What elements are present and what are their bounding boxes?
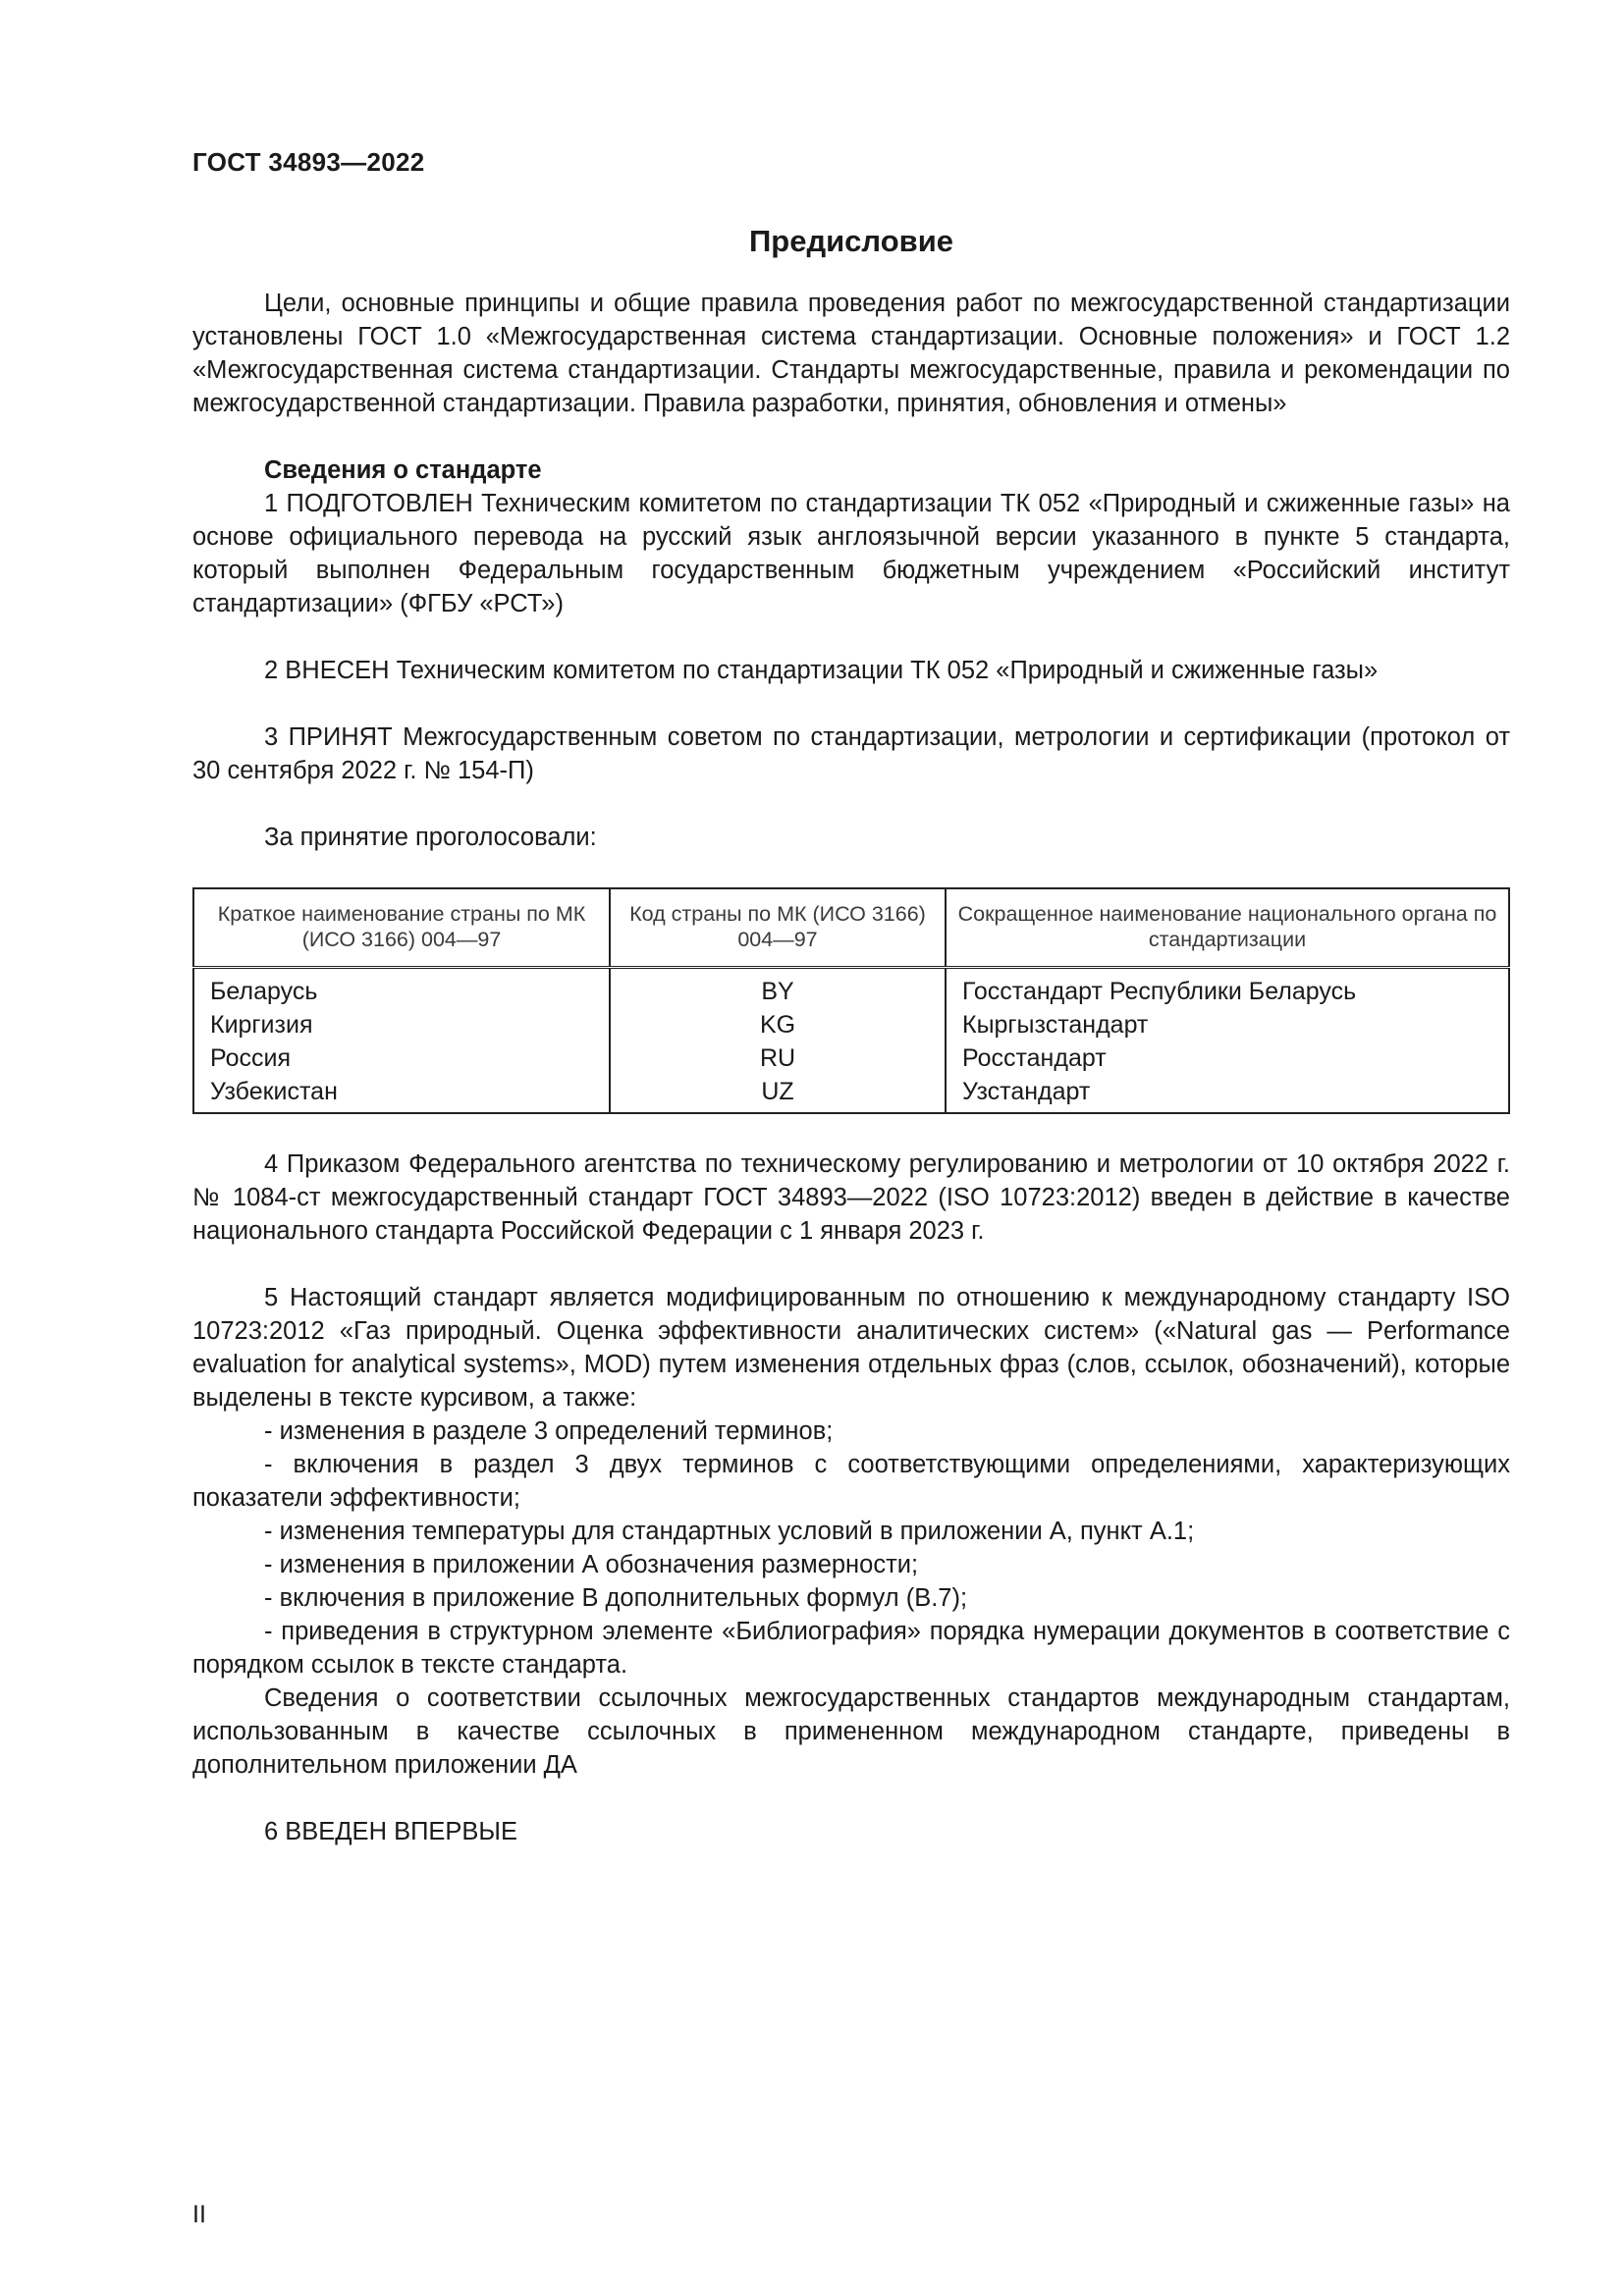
modification-list-item: - изменения температуры для стандартных условий в приложении А, пункт А.1; (264, 1518, 1195, 1545)
page-number: II (192, 2201, 206, 2228)
country-code: BY (610, 968, 946, 1009)
item-5-modification: 5 Настоящий стандарт является модифицированным по отношению к международному стандарту ISO 10723:2012 «Газ природный. Оценка эффективности аналитических систем» («Natural gas — Performance evaluation for analytical systems», MOD) путем изменения отдельных фраз (слов, ссылок, обозначений), которые выделены в тексте курсивом, а также: (192, 1284, 1510, 1412)
intro-paragraph: Цели, основные принципы и общие правила проведения работ по межгосударственной стандартизации установлены ГОСТ 1.0 «Межгосударственная система стандартизации. Основные положения» и ГОСТ 1.2 «Межгосударственная система стандартизации. Стандарты межгосударственные, правила и рекомендации по межгосударственной стандартизации. Правила разработки, принятия, обновления и отмены» (192, 290, 1510, 417)
page-title: Предисловие (748, 224, 953, 258)
modification-list-item: - изменения в приложении А обозначения размерности; (264, 1551, 919, 1578)
item-3-adopted: 3 ПРИНЯТ Межгосударственным советом по стандартизации, метрологии и сертификации (протокол от 30 сентября 2022 г. № 154-П) (192, 723, 1510, 784)
item-1-prepared: 1 ПОДГОТОВЛЕН Техническим комитетом по стандартизации ТК 052 «Природный и сжиженные газы» на основе официального перевода на русский язык англоязычной версии указанного в пункте 5 стандарта, который выполнен Федеральным государственным бюджетным учреждением «Российский институт стандартизации» (ФГБУ «РСТ») (192, 490, 1510, 617)
national-body: Узстандарт (962, 1078, 1091, 1105)
vote-intro: За принятие проголосовали: (264, 824, 597, 851)
column-header-code: Код страны по МК (ИСО 3166) 004—97 (610, 888, 946, 968)
voting-countries-table (192, 887, 1510, 1114)
modification-list-item: - включения в приложение В дополнительных формул (В.7); (264, 1584, 968, 1612)
modification-list-item: - приведения в структурном элементе «Библиография» порядка нумерации документов в соответствие с порядком ссылок в тексте стандарта. (192, 1618, 1510, 1679)
section-heading: Сведения о стандарте (264, 456, 542, 484)
table-row (193, 1075, 1509, 1113)
country-name: Беларусь (193, 968, 610, 1009)
table-row (193, 1008, 1509, 1041)
item-2-submitted: 2 ВНЕСЕН Техническим комитетом по стандартизации ТК 052 «Природный и сжиженные газы» (264, 657, 1379, 684)
column-header-body: Сокращенное наименование национального органа по стандартизации (946, 888, 1509, 968)
standard-code: ГОСТ 34893—2022 (192, 147, 425, 177)
item-4-order: 4 Приказом Федерального агентства по техническому регулированию и метрологии от 10 октября 2022 г. № 1084-ст межгосударственный стандарт ГОСТ 34893—2022 (ISO 10723:2012) введен в действие в качестве национального стандарта Российской Федерации с 1 января 2023 г. (192, 1150, 1510, 1245)
country-name: Киргизия (193, 1008, 610, 1041)
national-body: Кыргызстандарт (962, 1011, 1149, 1039)
country-name: Россия (193, 1041, 610, 1075)
table-row (193, 968, 1509, 1009)
national-body: Госстандарт Республики Беларусь (962, 978, 1357, 1005)
modification-list-item: - включения в раздел 3 двух терминов с соответствующими определениями, характеризующих показатели эффективности; (192, 1451, 1510, 1512)
national-body: Росстандарт (962, 1044, 1107, 1072)
table-header-row (193, 888, 1509, 968)
reference-standards-note: Сведения о соответствии ссылочных межгосударственных стандартов международным стандартам, использованным в качестве ссылочных в примененном международном стандарте, приведены в дополнительном приложении ДА (192, 1684, 1510, 1779)
country-code: KG (610, 1008, 946, 1041)
table-row (193, 1041, 1509, 1075)
column-header-country: Краткое наименование страны по МК (ИСО 3166) 004—97 (193, 888, 610, 968)
country-code: UZ (610, 1075, 946, 1113)
preface-body (192, 287, 1510, 1848)
modification-list-item: - изменения в разделе 3 определений терминов; (264, 1417, 834, 1445)
country-code: RU (610, 1041, 946, 1075)
item-6-introduced: 6 ВВЕДЕН ВПЕРВЫЕ (264, 1818, 518, 1845)
country-name: Узбекистан (193, 1075, 610, 1113)
